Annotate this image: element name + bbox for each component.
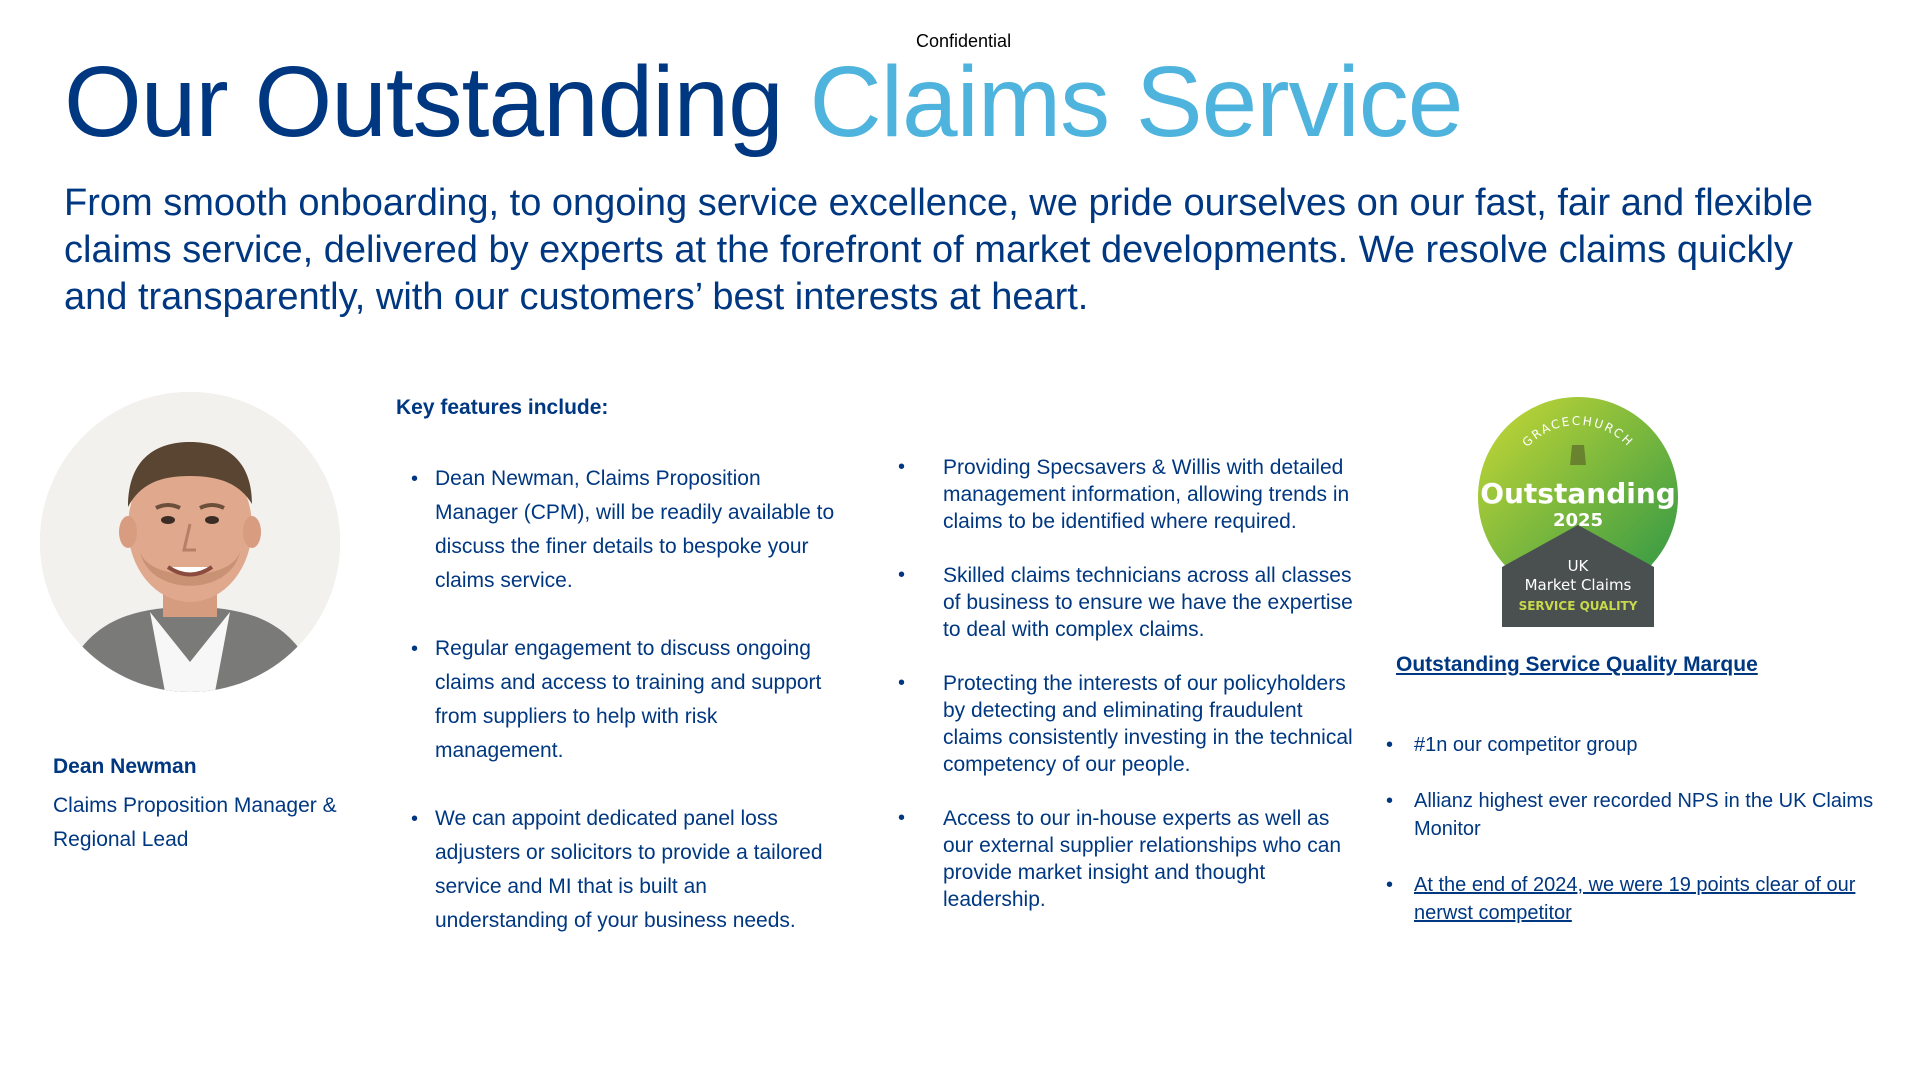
bullet-icon: •	[1386, 790, 1394, 812]
badge-line-1: UK	[1567, 557, 1589, 575]
person-name: Dean Newman	[53, 755, 197, 778]
bullet-icon: •	[898, 564, 906, 586]
badge-line-2: Market Claims	[1524, 576, 1632, 594]
badge-arc-text: GRACECHURCH	[1519, 413, 1637, 450]
marque-list	[1386, 731, 1894, 955]
badge-year: 2025	[1552, 510, 1604, 531]
confidential-label: Confidential	[916, 31, 1012, 51]
title-part-dark: Our Outstanding	[64, 46, 783, 158]
list-item-text: Skilled claims technicians across all classes of business to ensure we have the expertise to deal with complex claims.	[943, 564, 1353, 641]
person-portrait-illustration	[40, 392, 340, 692]
marque-heading[interactable]: Outstanding Service Quality Marque	[1396, 653, 1758, 676]
gracechurch-badge-logo	[1476, 395, 1680, 627]
list-item-text: Dean Newman, Claims Proposition Manager (CPM), will be readily available to discuss the finer details to bespoke your claims service.	[435, 467, 835, 592]
bullet-icon: •	[411, 638, 419, 660]
key-features-column-1	[411, 462, 845, 972]
list-item-text: Regular engagement to discuss ongoing claims and access to training and support from suppliers to help with risk management.	[435, 637, 822, 762]
list-item	[898, 805, 1353, 913]
list-item	[411, 802, 845, 938]
list-item	[898, 454, 1353, 535]
bullet-icon: •	[1386, 734, 1394, 756]
list-item-text: Access to our in-house experts as well as our external supplier relationships who can provide market insight and thought leadership.	[943, 807, 1342, 911]
key-features-column-2	[898, 454, 1353, 940]
page-title	[64, 42, 1462, 162]
list-item-text: Protecting the interests of our policyholders by detecting and eliminating fraudulent claims consistently investing in the technical competency of our people.	[943, 672, 1353, 776]
list-item	[898, 562, 1353, 643]
person-photo	[40, 392, 340, 692]
list-item	[411, 632, 845, 768]
bullet-icon: •	[411, 808, 419, 830]
list-item-text: We can appoint dedicated panel loss adjusters or solicitors to provide a tailored service and MI that is built an understanding of your business needs.	[435, 807, 823, 932]
key-features-heading: Key features include:	[396, 396, 609, 419]
list-item	[411, 462, 845, 598]
list-item	[898, 670, 1353, 778]
bullet-icon: •	[898, 456, 906, 478]
list-item-link[interactable]	[1386, 871, 1894, 927]
list-item-text: Allianz highest ever recorded NPS in the UK Claims Monitor	[1414, 790, 1874, 840]
list-item	[1386, 787, 1894, 843]
tower-icon	[1570, 445, 1586, 465]
bullet-icon: •	[898, 807, 906, 829]
bullet-icon: •	[898, 672, 906, 694]
badge-main-text: Outstanding	[1480, 477, 1676, 510]
list-item	[1386, 731, 1894, 759]
bullet-icon: •	[1386, 874, 1394, 896]
bullet-icon: •	[411, 468, 419, 490]
intro-paragraph: From smooth onboarding, to ongoing service excellence, we pride ourselves on our fast, fair and flexible claims service, delivered by experts at the forefront of market developments. We resolve claims quickly and transparently, with our customers’ best interests at heart.	[64, 182, 1813, 318]
badge-line-3: SERVICE QUALITY	[1518, 599, 1638, 613]
list-item-text: Providing Specsavers & Willis with detailed management information, allowing trends in claims to be identified where required.	[943, 456, 1350, 533]
person-role: Claims Proposition Manager & Regional Lead	[53, 794, 337, 851]
list-item-link-text[interactable]: At the end of 2024, we were 19 points clear of our nerwst competitor	[1414, 874, 1856, 924]
title-part-light: Claims Service	[809, 46, 1463, 158]
list-item-text: #1n our competitor group	[1414, 734, 1638, 756]
